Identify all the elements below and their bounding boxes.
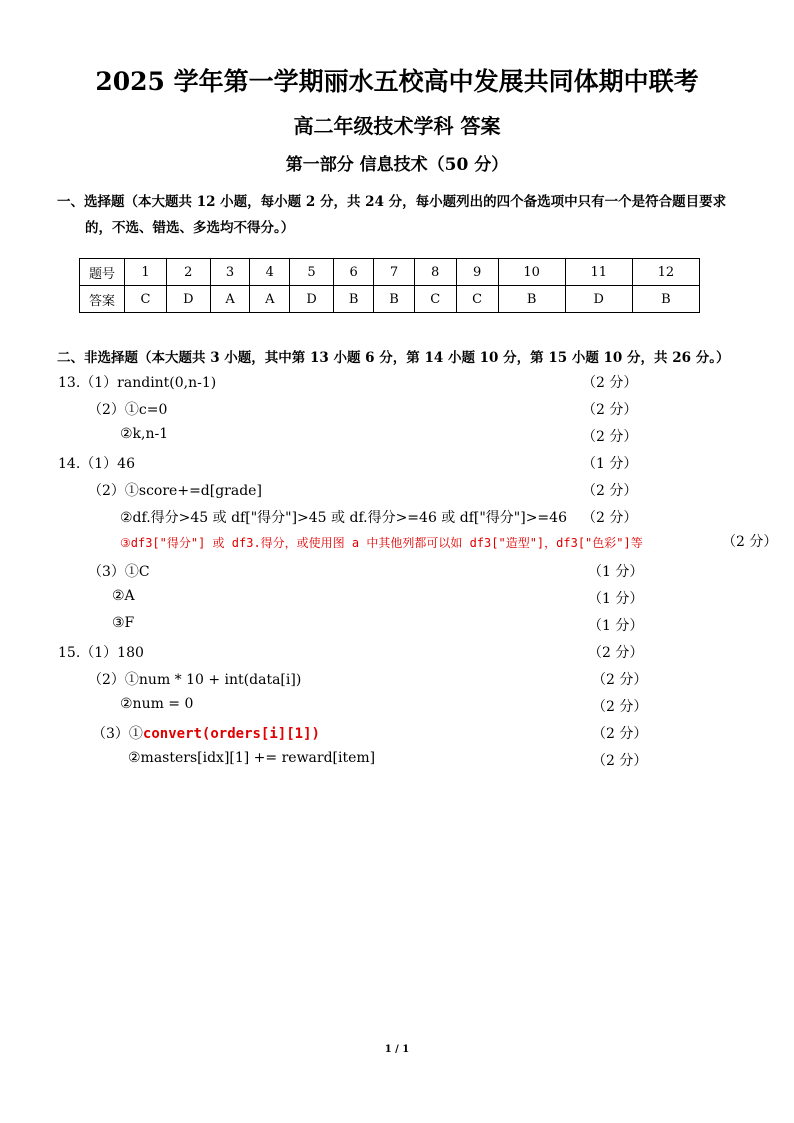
table-cell-label: 题号 [80, 259, 125, 286]
table-cell: 8 [414, 259, 456, 286]
part-heading: 第一部分 信息技术（50 分） [285, 155, 509, 175]
score-label: （2 分） [592, 672, 648, 688]
table-cell: B [333, 286, 373, 313]
answer-line: （2）①score+=d[grade] [88, 483, 262, 499]
section1-heading: 一、选择题（本大题共 12 小题，每小题 2 分，共 24 分，每小题列出的四个备选项中只有一个是符合题目要求 [57, 194, 727, 210]
table-cell: D [565, 286, 632, 313]
document-subtitle: 高二年级技术学科 答案 [293, 114, 501, 138]
table-cell: B [632, 286, 699, 313]
score-label: （2 分） [582, 402, 638, 418]
answer-table [79, 258, 700, 313]
answer-code-highlight: convert(orders[i][1]) [142, 726, 320, 742]
answer-line: 15.（1）180 [58, 645, 144, 661]
answer-line: （2）①c=0 [88, 402, 168, 418]
table-cell: D [166, 286, 210, 313]
answer-line [92, 723, 320, 743]
score-label: （2 分） [588, 645, 644, 661]
table-cell: 2 [166, 259, 210, 286]
document-title: 2025 学年第一学期丽水五校高中发展共同体期中联考 [95, 67, 699, 96]
score-label: （2 分） [722, 534, 778, 550]
score-label: （1 分） [588, 591, 644, 607]
answer-prefix: （3）① [92, 726, 143, 742]
answer-line: ②df.得分>45 或 df["得分"]>45 或 df.得分>=46 或 df["得分"]>=46 [120, 510, 567, 526]
answer-line: （2）①num * 10 + int(data[i]) [88, 672, 302, 688]
score-label: （2 分） [582, 429, 638, 445]
answer-line: ②num = 0 [120, 696, 194, 712]
section1-heading-cont: 的，不选、错选、多选均不得分。） [85, 220, 295, 236]
table-cell: 7 [374, 259, 414, 286]
table-row-answers [80, 286, 700, 313]
table-cell: 1 [125, 259, 167, 286]
table-cell: A [210, 286, 250, 313]
answer-line: ②A [112, 588, 135, 604]
score-label: （1 分） [588, 618, 644, 634]
table-cell-label: 答案 [80, 286, 125, 313]
table-cell: 6 [333, 259, 373, 286]
answer-line-highlight: ③df3["得分"] 或 df3.得分，或使用图 a 中其他列都可以如 df3["造型"]，df3["色彩"]等 [120, 536, 643, 550]
score-label: （2 分） [582, 510, 638, 526]
table-cell: C [125, 286, 167, 313]
section2-heading: 二、非选择题（本大题共 3 小题，其中第 13 小题 6 分，第 14 小题 10 分，第 15 小题 10 分，共 26 分。） [57, 350, 730, 366]
score-label: （2 分） [592, 699, 648, 715]
table-cell: D [290, 286, 334, 313]
score-label: （2 分） [582, 375, 638, 391]
table-cell: B [374, 286, 414, 313]
answer-line: ②masters[idx][1] += reward[item] [128, 750, 376, 766]
score-label: （1 分） [588, 564, 644, 580]
answer-line: 13.（1）randint(0,n-1) [58, 375, 217, 391]
table-cell: C [456, 286, 498, 313]
score-label: （2 分） [592, 726, 648, 742]
table-cell: A [250, 286, 290, 313]
table-cell: 12 [632, 259, 699, 286]
answer-line: ③F [112, 615, 135, 631]
table-row-numbers [80, 259, 700, 286]
answer-line: ②k,n-1 [120, 426, 169, 442]
answer-line: （3）①C [88, 564, 150, 580]
table-cell: 4 [250, 259, 290, 286]
table-cell: 10 [498, 259, 565, 286]
answer-line: 14.（1）46 [58, 456, 135, 472]
table-cell: 9 [456, 259, 498, 286]
score-label: （1 分） [582, 456, 638, 472]
score-label: （2 分） [592, 753, 648, 769]
table-cell: 5 [290, 259, 334, 286]
score-label: （2 分） [582, 483, 638, 499]
table-cell: C [414, 286, 456, 313]
table-cell: B [498, 286, 565, 313]
page-number: 1 / 1 [384, 1044, 410, 1055]
table-cell: 11 [565, 259, 632, 286]
table-cell: 3 [210, 259, 250, 286]
